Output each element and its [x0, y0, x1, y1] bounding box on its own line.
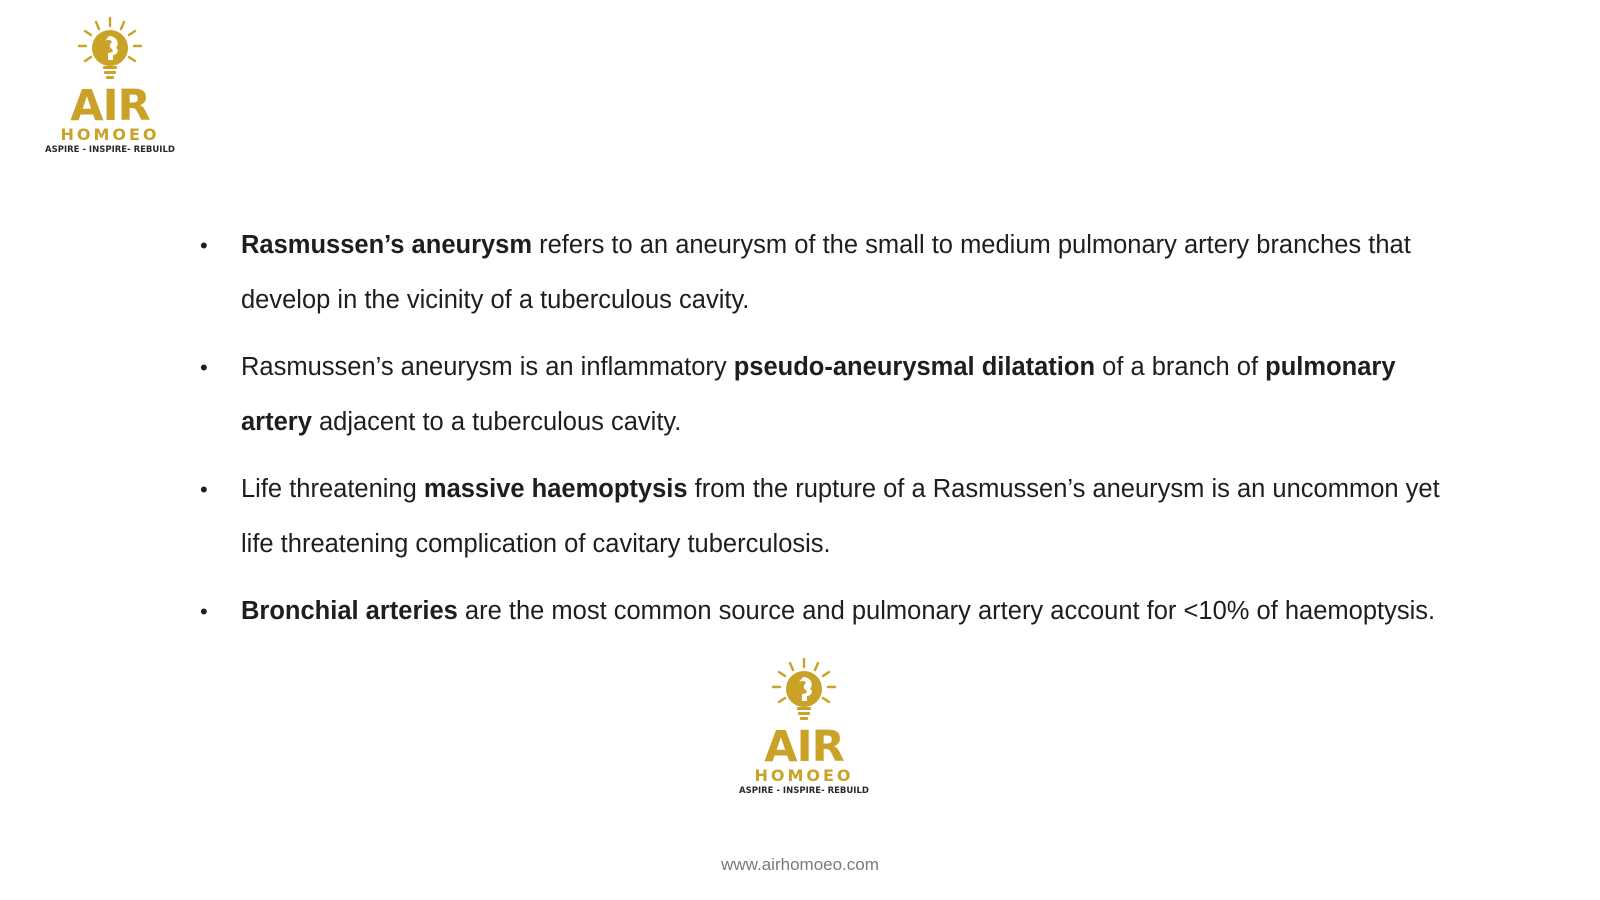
bullet-text: of a branch of	[1095, 353, 1266, 381]
bullet-text-bold: Rasmussen’s aneurysm	[241, 231, 533, 259]
bullet-text: are the most common source and pulmonary artery account for <10% of haemoptysis.	[457, 597, 1436, 625]
bullet-text: Life threatening	[241, 475, 424, 503]
bullet-text: refers to an aneurysm of the small to medium pulmonary artery branches that develop in the vicinity of a tuberculous cavity.	[241, 231, 1411, 314]
footer-url: www.airhomoeo.com	[721, 855, 879, 874]
brand-logo	[40, 14, 180, 156]
bullet-text: adjacent to a tuberculous cavity.	[311, 408, 682, 436]
bullet-item	[200, 218, 1460, 328]
brand-logo-center	[734, 655, 874, 797]
bullet-text: from the rupture of a Rasmussen’s aneurysm is an uncommon yet life threatening complication of cavitary tuberculosis.	[241, 475, 1440, 558]
bullet-glyph: •	[200, 477, 208, 502]
bullet-item	[200, 462, 1460, 572]
bullet-text-bold: Bronchial arteries	[241, 597, 458, 625]
bullet-text-bold: pulmonary artery	[241, 353, 1396, 436]
brand-subname: HOMOEO	[60, 125, 160, 144]
brand-subname: HOMOEO	[754, 766, 854, 785]
bullet-glyph: •	[200, 233, 208, 258]
bullet-item	[200, 584, 1460, 639]
brand-tagline: ASPIRE - INSPIRE- REBUILD	[45, 145, 175, 155]
lightbulb-face-icon	[759, 655, 849, 725]
bullet-text-bold: pseudo-aneurysmal dilatation	[733, 353, 1096, 381]
bullet-list	[200, 218, 1460, 651]
lightbulb-face-icon	[65, 14, 155, 84]
bullet-text: Rasmussen’s aneurysm is an inflammatory	[241, 353, 734, 381]
brand-tagline: ASPIRE - INSPIRE- REBUILD	[739, 786, 869, 796]
bullet-glyph: •	[200, 599, 208, 624]
bullet-item	[200, 340, 1460, 450]
brand-name: AIR	[764, 722, 844, 772]
brand-name: AIR	[70, 81, 150, 131]
bullet-text-bold: massive haemoptysis	[423, 475, 688, 503]
bullet-glyph: •	[200, 355, 208, 380]
